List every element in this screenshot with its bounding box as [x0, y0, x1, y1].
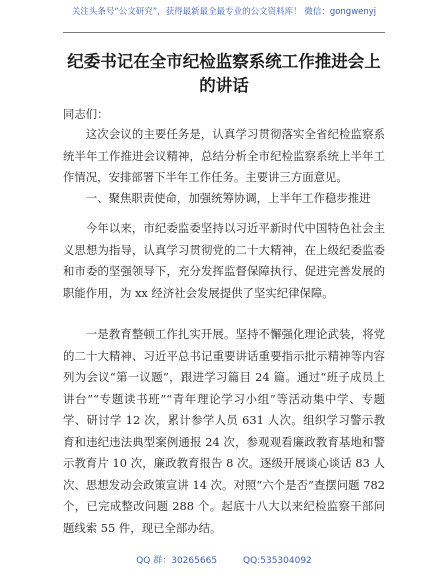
- paragraph-education-block: [63, 324, 385, 539]
- salutation-block: [63, 104, 385, 126]
- header-note: 关注头条号“公文研究”，获得最新最全最专业的公文资料库！ 微信：gongwenyj: [71, 7, 377, 17]
- section-heading: 一、聚焦职责使命，加强统筹协调，上半年工作稳步推进: [85, 191, 371, 205]
- footer-qq-group: QQ 群：30265665: [136, 556, 218, 566]
- footer-qq: QQ:535304092: [243, 556, 312, 566]
- salutation: 同志们：: [63, 107, 109, 121]
- document-title: 纪委书记在全市纪检监察系统工作推进会上的讲话: [67, 52, 381, 95]
- paragraph-intro: 这次会议的主要任务是，认真学习贯彻落实全省纪检监察系统半年工作推进会议精神，总结分析全市纪检监察系统上半年工作情况，安排部署下半年工作任务。主要讲三方面意见。: [63, 127, 385, 184]
- paragraph-overview-block: [63, 218, 385, 304]
- paragraph-education: 一是教育整顿工作扎实开展。坚持不懈强化理论武装，将党的二十大精神、习近平总书记重要讲话重要指示批示精神等内容列为会议“第一议题”，跟进学习篇目 24 篇。通过“班子成员上讲台”“专题读书班”“青年理论学习小组”等活动集中学、专题学、研讨学 12 次，累计参学人员 631 人次。组织学习警示教育和违纪违法典型案例通报 24 次，参观观看廉政教育基地和警示教育片 10 次，廉政教育报告 8 次。逐级开展谈心谈话 83 人次、思想发动会政策宣讲 14 次。对照“六个是否”查摆问题 782 个，已完成整改问题 288 个。起底十八大以来纪检监察干部问题线索 55 件，现已全部办结。: [63, 327, 385, 535]
- section-heading-block: [63, 188, 385, 210]
- footer-contact: [0, 553, 448, 566]
- paragraph-overview: 今年以来，市纪委监委坚持以习近平新时代中国特色社会主义思想为指导，认真学习贯彻党的二十大精神，在上级纪委监委和市委的坚强领导下，充分发挥监督保障执行、促进完善发展的职能作用，为 xx 经济社会发展提供了坚实纪律保障。: [63, 221, 385, 300]
- header-divider: [63, 32, 385, 33]
- paragraph-intro-block: [63, 124, 385, 189]
